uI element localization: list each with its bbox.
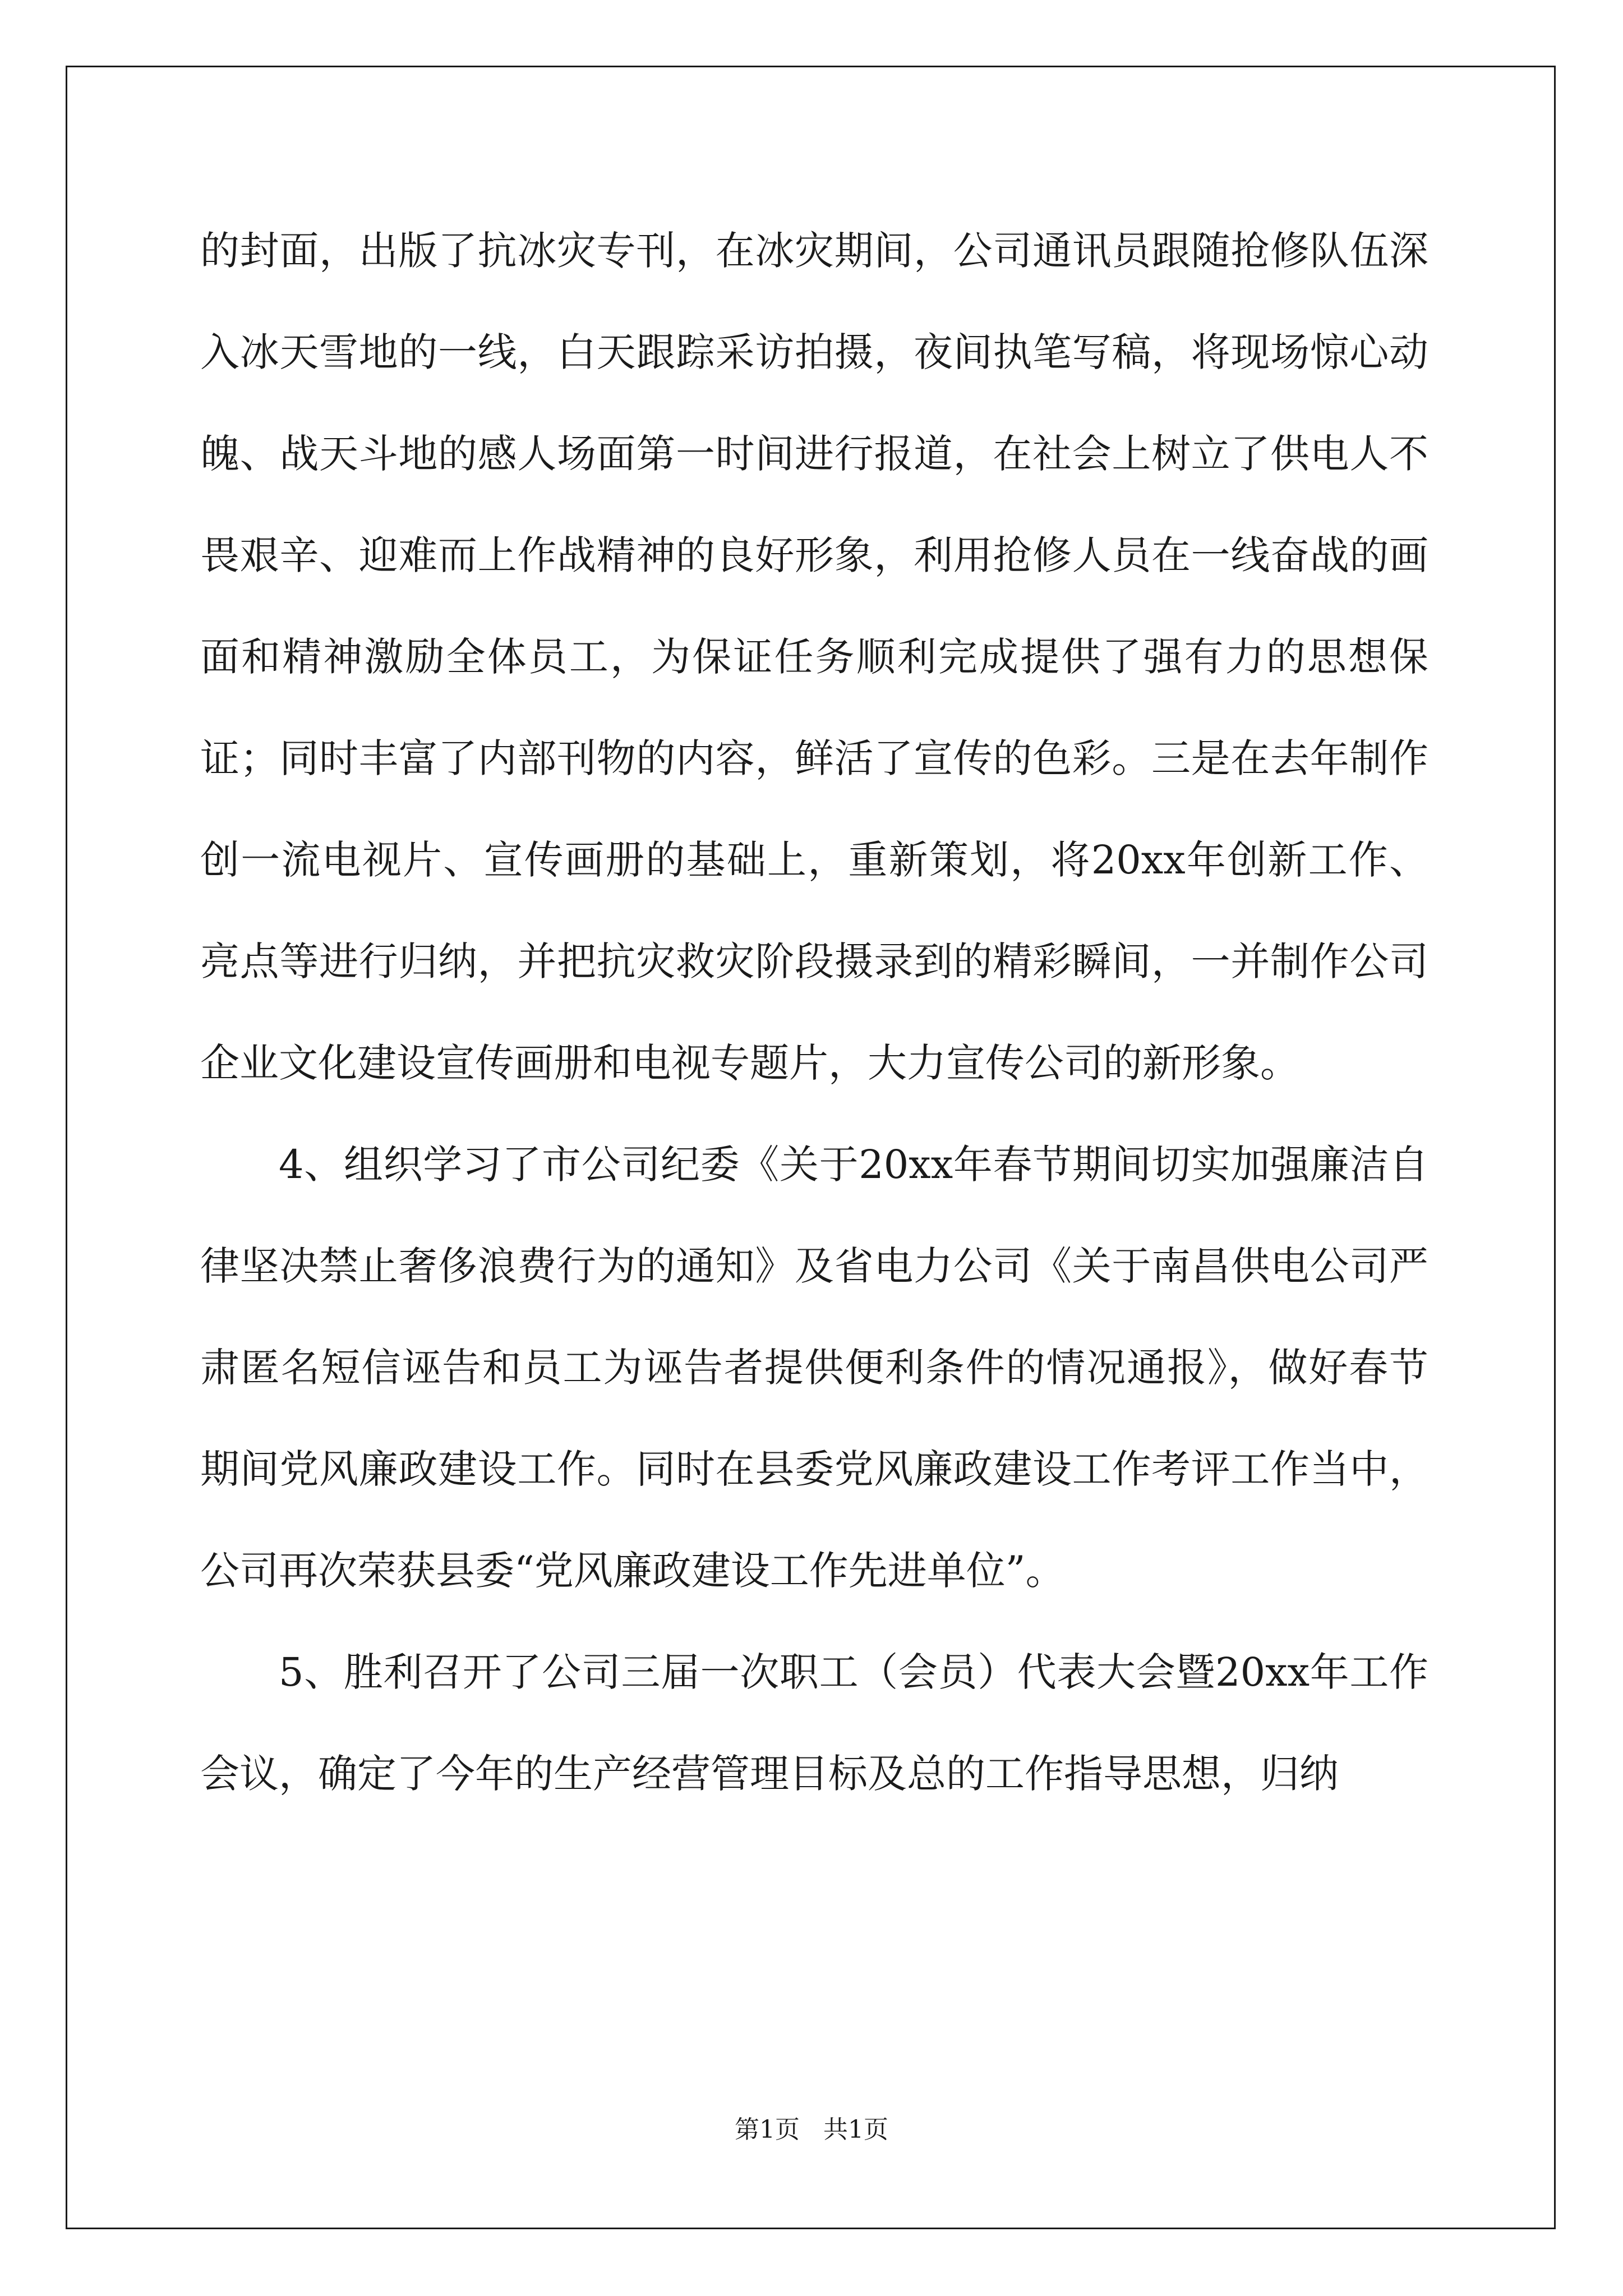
document-body [200, 200, 1428, 1825]
paragraph-2: 4、组织学习了市公司纪委《关于20xx年春节期间切实加强廉洁自律坚决禁止奢侈浪费行为的通知》及省电力公司《关于南昌供电公司严肃匿名短信诬告和员工为诬告者提供便利条件的情况通报》，做好春节期间党风廉政建设工作。同时在县委党风廉政建设工作考评工作当中，公司再次荣获县委“党风廉政建设工作先进单位”。 [200, 1142, 1428, 1594]
paragraph-1: 的封面，出版了抗冰灾专刊，在冰灾期间，公司通讯员跟随抢修队伍深入冰天雪地的一线，白天跟踪采访拍摄，夜间执笔写稿，将现场惊心动魄、战天斗地的感人场面第一时间进行报道，在社会上树立了供电人不畏艰辛、迎难而上作战精神的良好形象，利用抢修人员在一线奋战的画面和精神激励全体员工，为保证任务顺利完成提供了强有力的思想保证；同时丰富了内部刊物的内容，鲜活了宣传的色彩。三是在去年制作创一流电视片、宣传画册的基础上，重新策划，将20xx年创新工作、亮点等进行归纳，并把抗灾救灾阶段摄录到的精彩瞬间，一并制作公司企业文化建设宣传画册和电视专题片，大力宣传公司的新形象。 [200, 228, 1428, 1086]
paragraph-3: 5、胜利召开了公司三届一次职工（会员）代表大会暨20xx年工作会议，确定了今年的生产经营管理目标及总的工作指导思想，归纳 [200, 1649, 1428, 1797]
page-footer: 第1页 共1页 [735, 2115, 888, 2144]
